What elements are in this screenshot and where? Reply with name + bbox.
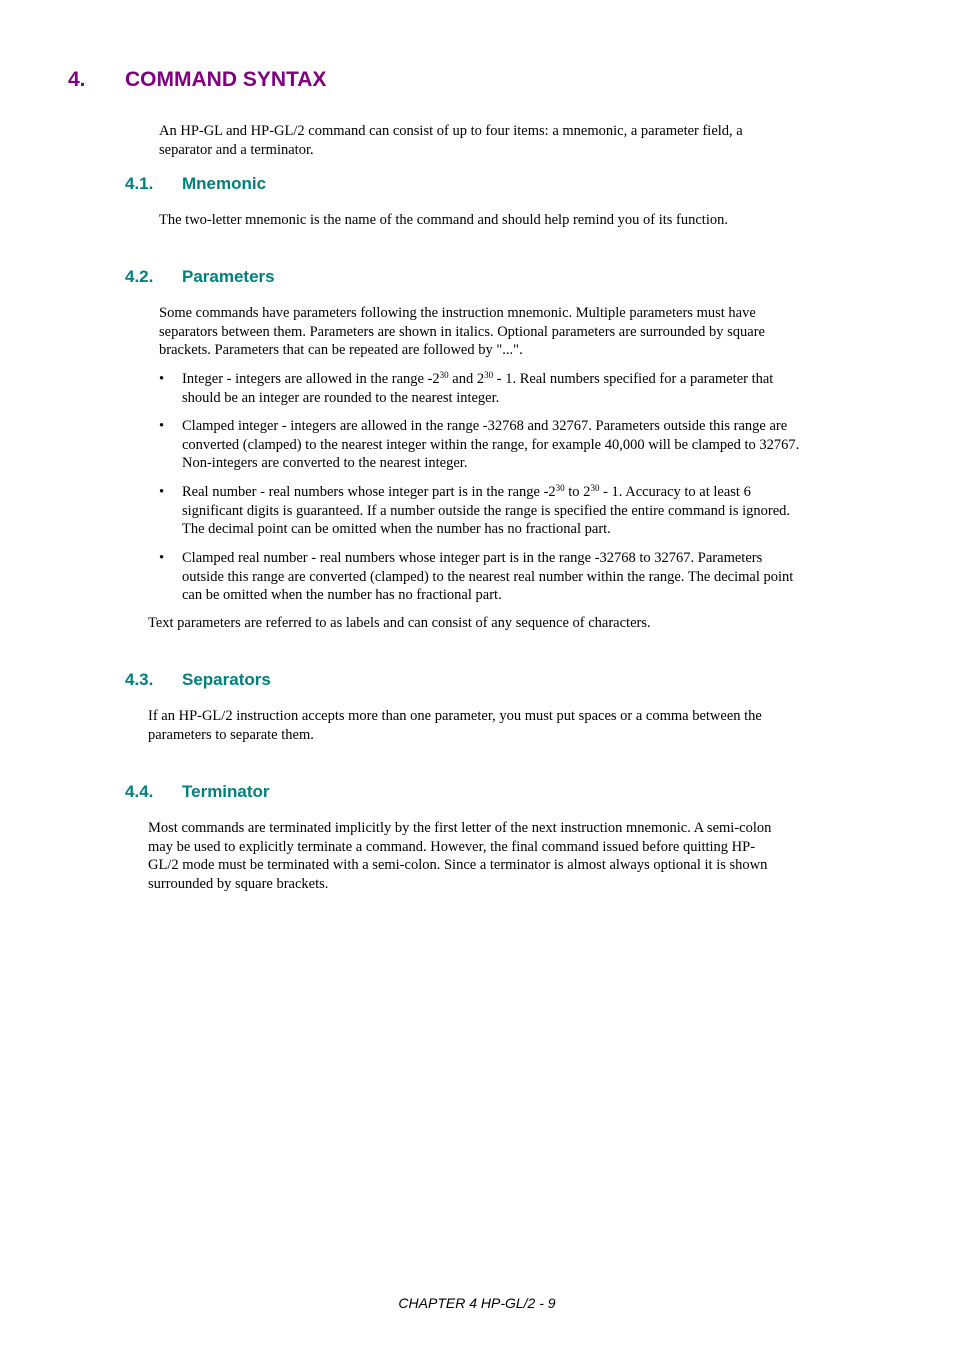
intro-paragraph: An HP-GL and HP-GL/2 command can consist of up to four items: a mnemonic, a parameter field, a separator and a terminator. — [159, 123, 743, 158]
section-number: 4.3. — [125, 670, 154, 689]
chapter-heading — [68, 68, 326, 92]
section-title: Separators — [182, 670, 271, 689]
section-heading-terminator — [125, 782, 270, 802]
page-footer: CHAPTER 4 HP-GL/2 - 9 — [398, 1295, 556, 1311]
section-title: Parameters — [182, 267, 275, 286]
mnemonic-paragraph: The two-letter mnemonic is the name of the command and should help remind you of its function. — [159, 212, 728, 228]
section-number: 4.4. — [125, 782, 154, 801]
bullet-text: Integer - integers are allowed in the range $-2^{30}$ and $2^{30} - 1$. Real numbers specified for a parameter that should be an integer are rounded to the nearest integer. — [182, 370, 774, 406]
bullet-text: Real number - real numbers whose integer part is in the range $-2^{30}$ to $2^{30} - 1$. Accuracy to at least 6 significant digits is guaranteed. If a number outside the range is specified the entire command is ignored. The decimal point can be omitted when the number has no fractional part. — [182, 483, 791, 537]
parameters-paragraph: Some commands have parameters following the instruction mnemonic. Multiple parameters must have separators between them. Parameters are shown in italics. Optional parameters are surrounded by square brackets. Parameters that can be repeated are followed by "...". — [159, 305, 765, 358]
separators-paragraph: If an HP-GL/2 instruction accepts more than one parameter, you must put spaces or a comma between the parameters to separate them. — [148, 708, 762, 743]
bullet-dot: • — [159, 550, 165, 566]
bullet-dot: • — [159, 484, 165, 500]
exponent: 30 — [439, 370, 449, 380]
bullet-text: Clamped real number - real numbers whose integer part is in the range -32768 to 32767. Parameters outside this range are converted (clamped) to the nearest real number within the range. The decimal point can be omitted when the number has no fractional part. — [182, 550, 794, 603]
chapter-title: COMMAND SYNTAX — [125, 68, 327, 91]
section-heading-mnemonic — [125, 174, 266, 194]
exponent: 30 — [590, 483, 600, 493]
text-parameters-paragraph: Text parameters are referred to as labels and can consist of any sequence of characters. — [148, 615, 651, 631]
terminator-paragraph: Most commands are terminated implicitly by the first letter of the next instruction mnemonic. A semi-colon may be used to explicitly terminate a command. However, the final command issued before quitting HP- GL/2 mode must be terminated with a semi-colon. Since a terminator is almost always optional it is shown surrounded by square brackets. — [148, 820, 772, 892]
bullet-dot: • — [159, 371, 165, 387]
section-title: Mnemonic — [182, 174, 267, 193]
exponent: 30 — [484, 370, 494, 380]
chapter-number: 4. — [68, 68, 86, 91]
section-number: 4.2. — [125, 267, 154, 286]
section-heading-parameters — [125, 267, 275, 287]
bullet-text: Clamped integer - integers are allowed in the range -32768 and 32767. Parameters outside this range are converted (clamped) to the nearest integer within the range, for example 40,000 will be clamped to 32767. Non-integers are converted to the nearest integer. — [182, 418, 800, 471]
section-number: 4.1. — [125, 174, 154, 193]
section-heading-separators — [125, 670, 271, 690]
exponent: 30 — [555, 483, 565, 493]
bullet-dot: • — [159, 418, 165, 434]
section-title: Terminator — [182, 782, 270, 801]
